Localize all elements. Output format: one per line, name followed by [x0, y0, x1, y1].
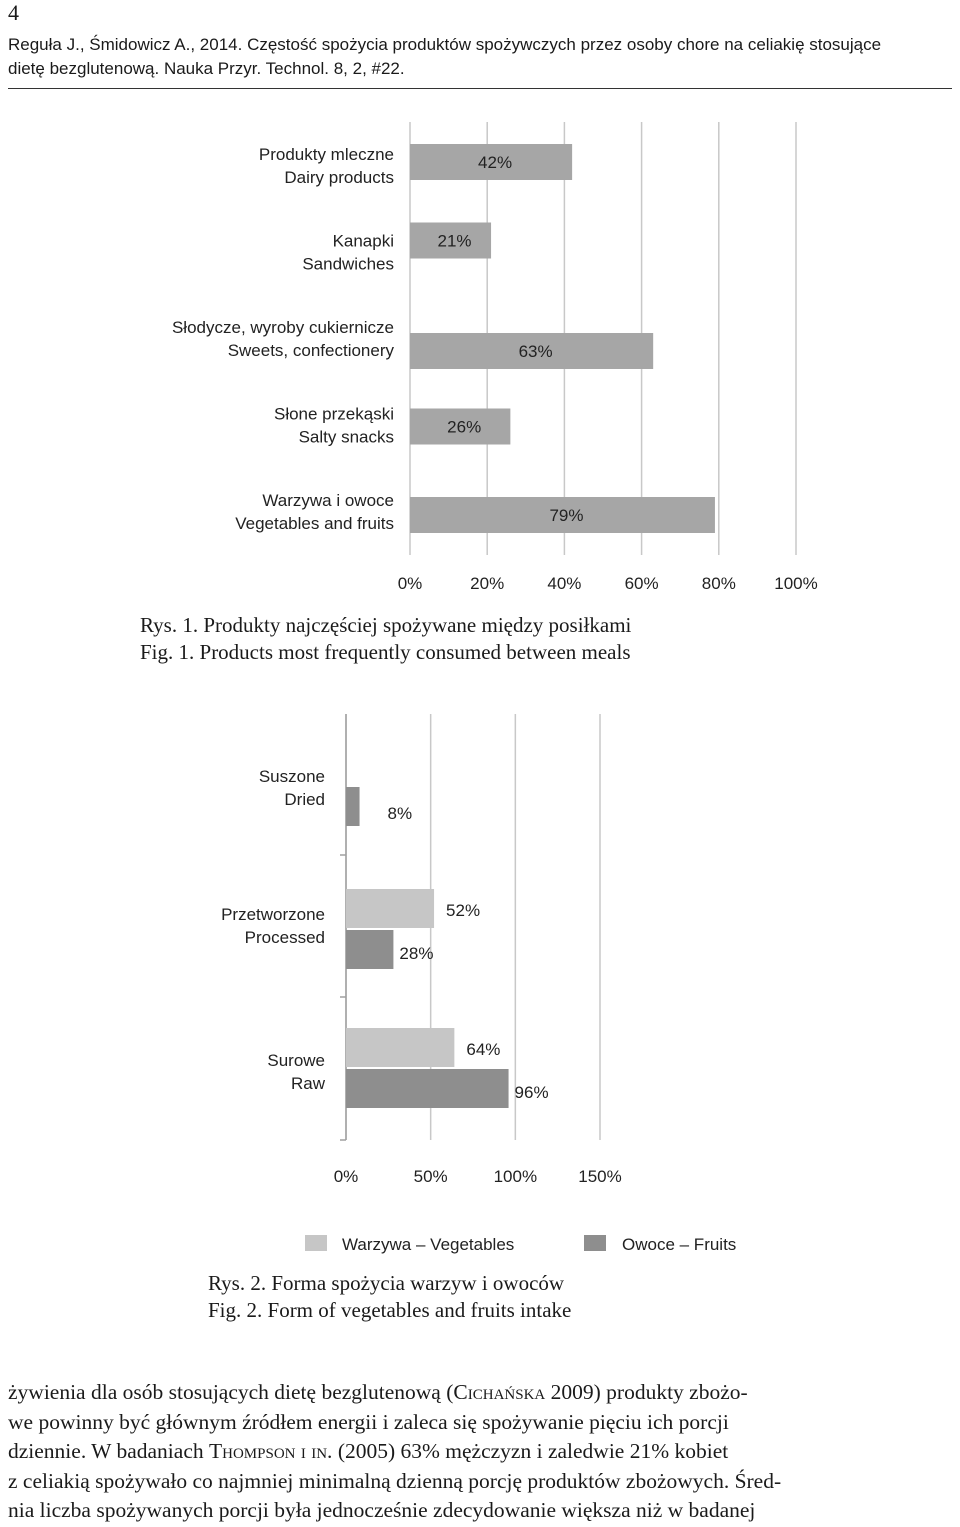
data-label-fruits: 96% [514, 1083, 549, 1102]
data-label-fruits: 28% [399, 944, 434, 963]
body-line-3: dziennie. W badaniach Thompson i in. (2005) 63% mężczyzn i zaledwie 21% kobiet [8, 1439, 729, 1463]
author-cichanska: Cichańska [453, 1380, 546, 1404]
data-label-fruits: 8% [387, 804, 413, 823]
x-tick-label: 0% [333, 1167, 359, 1186]
legend-label-fruits: Owoce – Fruits [622, 1235, 737, 1254]
body-text [8, 1378, 952, 1526]
legend-label-vegetables: Warzywa – Vegetables [342, 1235, 515, 1254]
category-label-pl: Słone przekąski [273, 404, 394, 424]
x-tick-label: 60% [624, 574, 659, 593]
category-label-pl: Produkty mleczne [258, 145, 394, 164]
data-label: 42% [478, 153, 513, 172]
category-label-en: Sweets, confectionery [227, 341, 394, 360]
legend-swatch-fruits [584, 1235, 606, 1251]
category-label-pl: Suszone [258, 767, 325, 786]
figure-1-caption-pl: Rys. 1. Produkty najczęściej spożywane między posiłkami [140, 613, 632, 637]
category-label-pl: Warzywa i owoce [262, 491, 394, 510]
bar-vegetables [346, 889, 434, 928]
data-label-vegetables: 64% [466, 1040, 501, 1059]
category-label-en: Processed [244, 928, 325, 947]
data-label: 63% [518, 342, 553, 361]
body-line-5: nia liczba spożywanych porcji była jednocześnie zdecydowanie większa niż w badanej [8, 1498, 756, 1522]
x-tick-label: 20% [470, 574, 505, 593]
category-label-pl: Słodycze, wyroby cukiernicze [171, 318, 394, 337]
category-label-en: Salty snacks [298, 427, 394, 447]
chart-1-products-between-meals [0, 110, 960, 600]
x-tick-label: 100% [774, 574, 818, 593]
category-label-en: Dried [284, 790, 325, 809]
category-label-en: Raw [290, 1074, 325, 1093]
figure-2-caption-pl: Rys. 2. Forma spożycia warzyw i owoców [208, 1271, 565, 1295]
x-tick-label: 50% [413, 1167, 448, 1186]
category-label-pl: Przetworzone [221, 905, 325, 924]
category-label-en: Dairy products [284, 168, 394, 187]
bar-fruits [346, 787, 360, 826]
figure-2-caption-en: Fig. 2. Form of vegetables and fruits intake [208, 1298, 572, 1322]
bar-fruits [346, 1069, 509, 1108]
header-rule [8, 88, 952, 89]
data-label: 79% [549, 506, 584, 525]
page-number: 4 [8, 0, 19, 25]
body-line-1: żywienia dla osób stosujących dietę bezglutenową (Cichańska 2009) produkty zbożo- [8, 1380, 748, 1404]
category-label-pl: Kanapki [332, 231, 394, 251]
header-citation [8, 33, 952, 81]
legend-swatch-vegetables [305, 1235, 327, 1251]
body-line-4: z celiakią spożywało co najmniej minimalną dzienną porcję produktów zbożowych. Śred- [8, 1468, 782, 1493]
x-tick-label: 80% [701, 574, 736, 593]
author-thompson: Thompson i in. [209, 1439, 333, 1463]
data-label: 26% [447, 417, 482, 437]
data-label: 21% [437, 231, 472, 251]
chart-2-vegetables-fruits-form [0, 700, 960, 1270]
x-tick-label: 0% [397, 574, 423, 593]
citation-line-2: dietę bezglutenową. Nauka Przyr. Technol. 8, 2, #22. [8, 59, 405, 78]
x-tick-label: 100% [493, 1167, 538, 1186]
data-label-vegetables: 52% [446, 901, 481, 920]
figure-1-caption-en: Fig. 1. Products most frequently consumed between meals [140, 640, 631, 664]
citation-line-1: Reguła J., Śmidowicz A., 2014. Częstość spożycia produktów spożywczych przez osoby chore na celiakię stosujące [8, 35, 882, 54]
bar-vegetables [346, 1028, 454, 1067]
x-tick-label: 150% [578, 1167, 622, 1186]
body-line-2: we powinny być głównym źródłem energii i zaleca się spożywanie pięciu ich porcji [8, 1409, 729, 1434]
category-label-en: Sandwiches [302, 254, 394, 274]
x-tick-label: 40% [547, 574, 582, 593]
category-label-en: Vegetables and fruits [235, 514, 394, 533]
bar-fruits [346, 930, 393, 969]
category-label-pl: Surowe [267, 1051, 325, 1070]
